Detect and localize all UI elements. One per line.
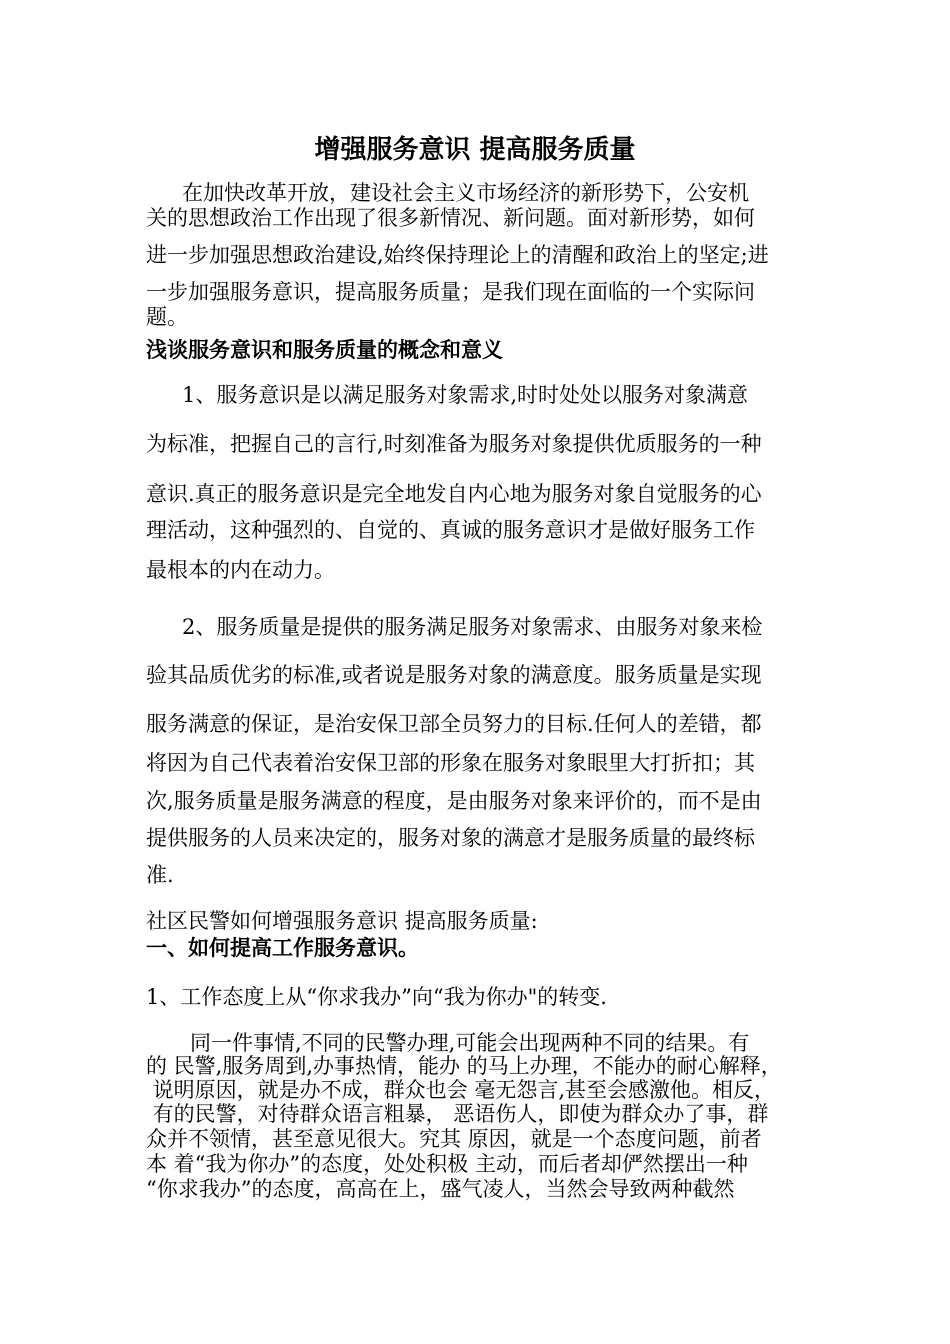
subpoint-line: 1、工作态度上从“你求我办”向“我为你办"的转变. [146, 985, 607, 1009]
intro-line: 进一步加强思想政治建设,始终保持理论上的清醒和政治上的坚定;进 [146, 243, 769, 267]
paragraph-line: 说明原因，就是办不成，群众也会 毫无怨言,甚至会感激他。相反， [146, 1078, 776, 1102]
point-line: 服务满意的保证，是治安保卫部全员努力的目标.任何人的差错，都 [146, 712, 762, 736]
paragraph-line: 的 民警,服务周到,办事热情，能办 的马上办理，不能办的耐心解释， [146, 1054, 782, 1078]
section-heading: 浅谈服务意识和服务质量的概念和意义 [146, 338, 503, 362]
point-line: 1、服务意识是以满足服务对象需求,时时处处以服务对象满意 [182, 383, 749, 407]
point-line: 提供服务的人员来决定的，服务对象的满意才是服务质量的最终标 [146, 826, 755, 850]
intro-line: 题。 [146, 305, 188, 329]
point-line: 最根本的内在动力。 [146, 558, 335, 582]
point-line: 意识.真正的服务意识是完全地发自内心地为服务对象自觉服务的心 [146, 482, 762, 506]
point-line: 2、服务质量是提供的服务满足服务对象需求、由服务对象来检 [182, 615, 763, 639]
intro-line: 在加快改革开放，建设社会主义市场经济的新形势下，公安机 [182, 181, 749, 205]
paragraph-line: “你求我办”的态度，高高在上，盛气凌人，当然会导致两种截然 [146, 1177, 735, 1201]
section-heading: 一、如何提高工作服务意识。 [146, 936, 419, 960]
paragraph-line: 众并不领情，甚至意见很大。究其 原因，就是一个态度问题，前者 [146, 1127, 762, 1151]
paragraph-line: 有的民警，对待群众语言粗暴， 恶语伤人，即使为群众办了事，群 [146, 1102, 769, 1126]
paragraph-line: 同一件事情,不同的民警办理,可能会出现两种不同的结果。有 [190, 1031, 750, 1055]
point-line: 验其品质优劣的标准,或者说是服务对象的满意度。服务质量是实现 [146, 663, 762, 687]
point-line: 理活动，这种强烈的、自觉的、真诚的服务意识才是做好服务工作 [146, 518, 755, 542]
intro-line: 关的思想政治工作出现了很多新情况、新问题。面对新形势，如何 [146, 206, 755, 230]
point-line: 为标准，把握自己的言行,时刻准备为服务对象提供优质服务的一种 [146, 432, 762, 456]
community-line: 社区民警如何增强服务意识 提高服务质量: [146, 909, 538, 933]
paragraph-line: 本 着“我为你办”的态度，处处积极 主动，而后者却俨然摆出一种 [146, 1152, 748, 1176]
point-line: 次,服务质量是服务满意的程度，是由服务对象来评价的，而不是由 [146, 789, 762, 813]
point-line: 准. [146, 863, 174, 887]
document-title: 增强服务意识 提高服务质量 [314, 135, 636, 165]
intro-line: 一步加强服务意识，提高服务质量；是我们现在面临的一个实际问 [146, 280, 755, 304]
point-line: 将因为自己代表着治安保卫部的形象在服务对象眼里大打折扣；其 [146, 751, 755, 775]
